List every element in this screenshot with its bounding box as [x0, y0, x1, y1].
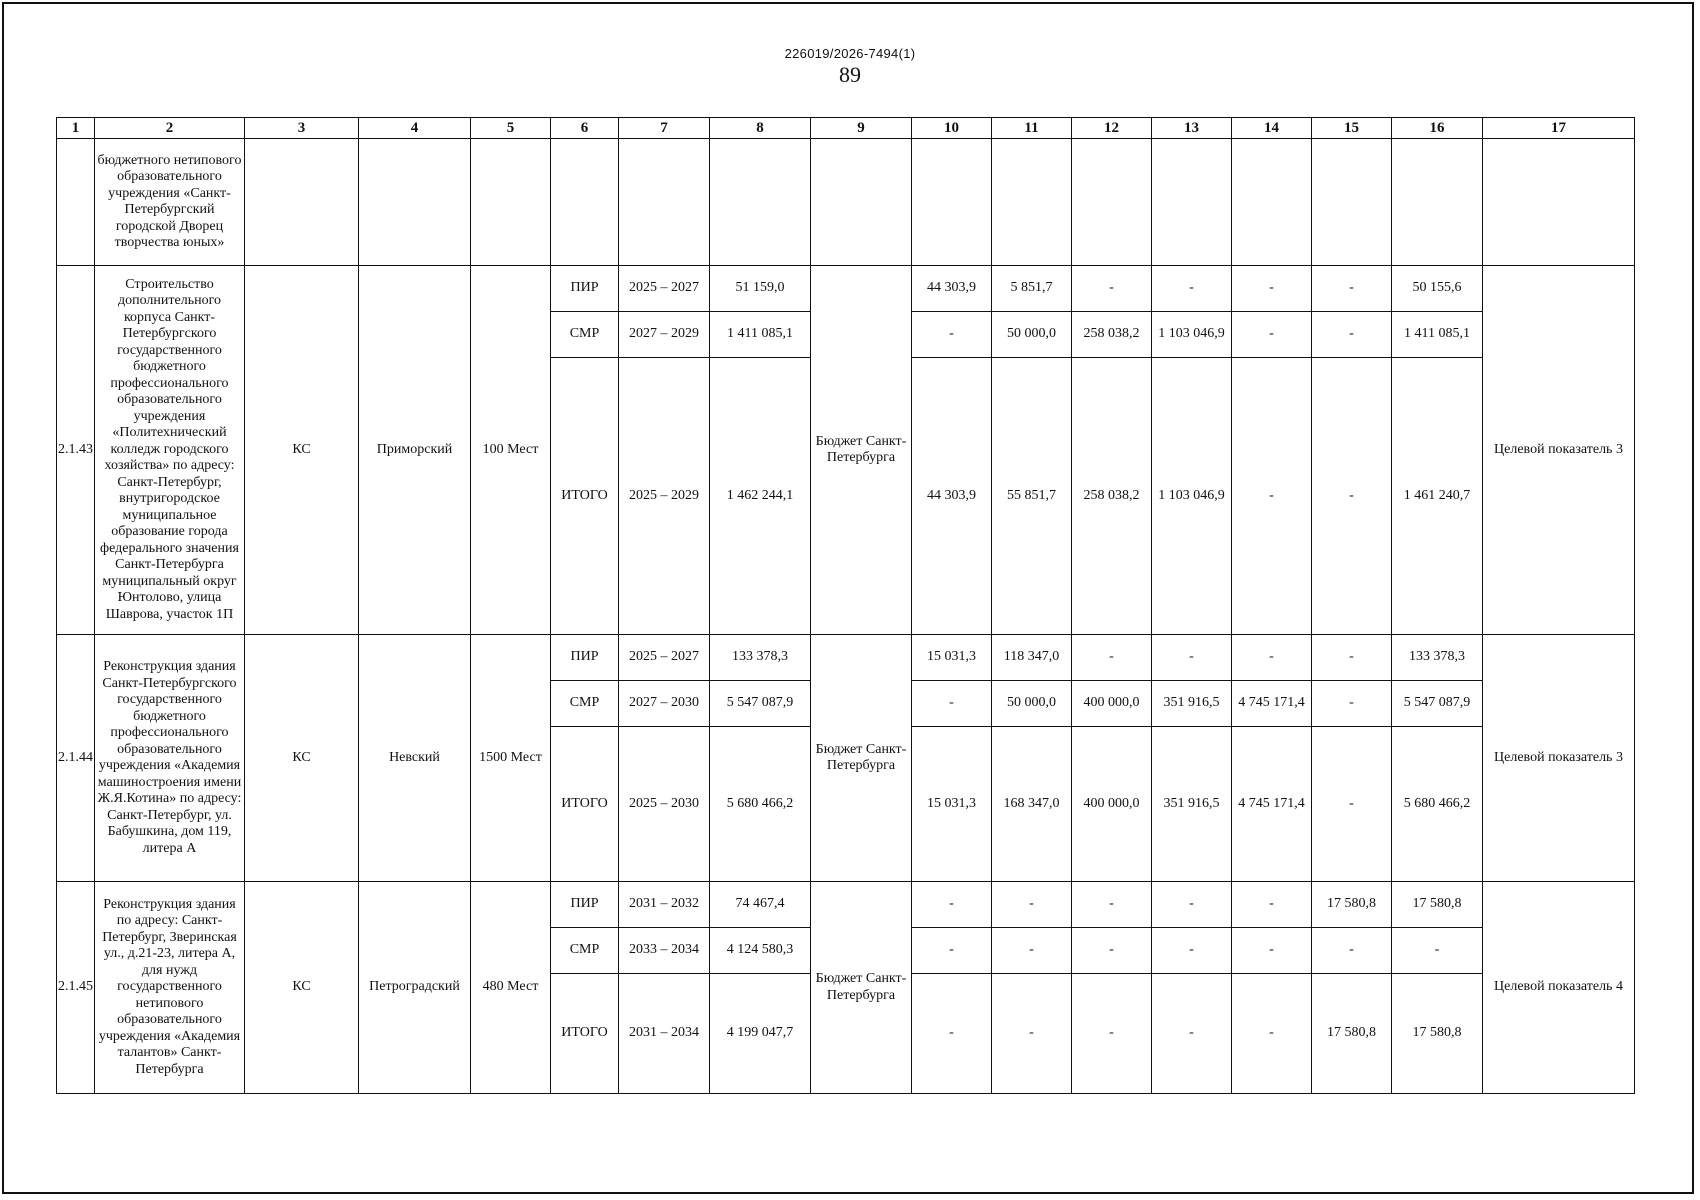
target-indicator: Целевой показатель 3 [1483, 635, 1635, 882]
total-cost: 1 462 244,1 [710, 358, 811, 635]
period: 2025 – 2029 [619, 358, 710, 635]
period: 2027 – 2029 [619, 312, 710, 358]
period: 2031 – 2032 [619, 882, 710, 928]
period: 2033 – 2034 [619, 928, 710, 974]
document-id: 226019/2026-7494(1) [784, 46, 916, 61]
value-col12: 258 038,2 [1072, 358, 1152, 635]
value-col12: - [1072, 928, 1152, 974]
column-number: 11 [992, 118, 1072, 139]
stage: ИТОГО [551, 727, 619, 882]
value-col12: - [1072, 974, 1152, 1094]
value-col10: - [912, 681, 992, 727]
value-col14: - [1232, 882, 1312, 928]
value-col16: 17 580,8 [1392, 974, 1483, 1094]
table-row [57, 882, 1635, 928]
column-number: 10 [912, 118, 992, 139]
value-col13: - [1152, 882, 1232, 928]
value-col13: - [1152, 928, 1232, 974]
value-col10: 15 031,3 [912, 727, 992, 882]
value-col11: 118 347,0 [992, 635, 1072, 681]
capacity: 1500 Мест [471, 635, 551, 882]
stage: ИТОГО [551, 974, 619, 1094]
object-name: Реконструкция здания по адресу: Санкт-Петербург, Зверинская ул., д.21-23, литера А, для нужд государственного нетипового образовательного учреждения «Академия талантов» Санкт-Петербурга [95, 882, 245, 1094]
value-col10: - [912, 312, 992, 358]
value-col16: 5 547 087,9 [1392, 681, 1483, 727]
value-col10: - [912, 974, 992, 1094]
value-col14: - [1232, 358, 1312, 635]
column-number: 6 [551, 118, 619, 139]
column-number: 12 [1072, 118, 1152, 139]
value-col13: 1 103 046,9 [1152, 312, 1232, 358]
value-col13: 351 916,5 [1152, 681, 1232, 727]
value-col14: 4 745 171,4 [1232, 727, 1312, 882]
column-number: 13 [1152, 118, 1232, 139]
total-cost: 133 378,3 [710, 635, 811, 681]
funding-source: Бюджет Санкт-Петербурга [811, 266, 912, 635]
value-col14: 4 745 171,4 [1232, 681, 1312, 727]
object-type: КС [245, 635, 359, 882]
total-cost: 74 467,4 [710, 882, 811, 928]
value-col12: - [1072, 635, 1152, 681]
value-col11: - [992, 974, 1072, 1094]
value-col13: 1 103 046,9 [1152, 358, 1232, 635]
column-number: 2 [95, 118, 245, 139]
target-indicator: Целевой показатель 3 [1483, 266, 1635, 635]
value-col15: 17 580,8 [1312, 882, 1392, 928]
funding-source: Бюджет Санкт-Петербурга [811, 882, 912, 1094]
column-number: 16 [1392, 118, 1483, 139]
value-col16: 133 378,3 [1392, 635, 1483, 681]
total-cost: 5 680 466,2 [710, 727, 811, 882]
row-number: 2.1.43 [57, 266, 95, 635]
stage: ИТОГО [551, 358, 619, 635]
object-type: КС [245, 882, 359, 1094]
value-col16: 17 580,8 [1392, 882, 1483, 928]
value-col15: - [1312, 681, 1392, 727]
row-number: 2.1.44 [57, 635, 95, 882]
total-cost: 51 159,0 [710, 266, 811, 312]
value-col16: - [1392, 928, 1483, 974]
period: 2025 – 2027 [619, 266, 710, 312]
value-col12: 258 038,2 [1072, 312, 1152, 358]
value-col14: - [1232, 974, 1312, 1094]
value-col10: 44 303,9 [912, 358, 992, 635]
value-col13: - [1152, 635, 1232, 681]
value-col13: - [1152, 266, 1232, 312]
table-row [57, 635, 1635, 681]
stage: СМР [551, 312, 619, 358]
column-number: 8 [710, 118, 811, 139]
value-col16: 1 461 240,7 [1392, 358, 1483, 635]
column-number: 3 [245, 118, 359, 139]
value-col15: - [1312, 358, 1392, 635]
funding-source: Бюджет Санкт-Петербурга [811, 635, 912, 882]
continuation-row [57, 139, 1635, 266]
value-col10: 15 031,3 [912, 635, 992, 681]
column-number: 9 [811, 118, 912, 139]
value-col14: - [1232, 928, 1312, 974]
program-table [56, 117, 1635, 1094]
value-col10: 44 303,9 [912, 266, 992, 312]
value-col12: 400 000,0 [1072, 681, 1152, 727]
capacity: 480 Мест [471, 882, 551, 1094]
value-col12: - [1072, 266, 1152, 312]
value-col15: 17 580,8 [1312, 974, 1392, 1094]
value-col15: - [1312, 928, 1392, 974]
column-number: 14 [1232, 118, 1312, 139]
period: 2027 – 2030 [619, 681, 710, 727]
value-col14: - [1232, 266, 1312, 312]
object-type: КС [245, 266, 359, 635]
value-col10: - [912, 928, 992, 974]
total-cost: 5 547 087,9 [710, 681, 811, 727]
value-col10: - [912, 882, 992, 928]
value-col11: - [992, 928, 1072, 974]
column-number: 17 [1483, 118, 1635, 139]
total-cost: 4 124 580,3 [710, 928, 811, 974]
stage: ПИР [551, 635, 619, 681]
value-col14: - [1232, 312, 1312, 358]
total-cost: 4 199 047,7 [710, 974, 811, 1094]
period: 2031 – 2034 [619, 974, 710, 1094]
district: Невский [359, 635, 471, 882]
value-col12: 400 000,0 [1072, 727, 1152, 882]
period: 2025 – 2030 [619, 727, 710, 882]
object-name: Реконструкция здания Санкт-Петербургского государственного бюджетного профессионального образовательного учреждения «Академия машиностроения имени Ж.Я.Котина» по адресу: Санкт-Петербург, ул. Бабушкина, дом 119, литера А [95, 635, 245, 882]
row-number: 2.1.45 [57, 882, 95, 1094]
object-name: Строительство дополнительного корпуса Санкт-Петербургского государственного бюджетного профессионального образовательного учреждения «Политехнический колледж городского хозяйства» по адресу: Санкт-Петербург, внутригородское муниципальное образование города федерального значения Санкт-Петербурга муниципальный округ Юнтолово, улица Шаврова, участок 1П [95, 266, 245, 635]
value-col11: - [992, 882, 1072, 928]
object-name: бюджетного нетипового образовательного учреждения «Санкт-Петербургский городской Дворец творчества юных» [95, 139, 245, 266]
target-indicator: Целевой показатель 4 [1483, 882, 1635, 1094]
stage: СМР [551, 681, 619, 727]
value-col11: 50 000,0 [992, 312, 1072, 358]
value-col16: 50 155,6 [1392, 266, 1483, 312]
column-number: 1 [57, 118, 95, 139]
column-number-row [57, 118, 1635, 139]
column-number: 7 [619, 118, 710, 139]
value-col11: 168 347,0 [992, 727, 1072, 882]
district: Приморский [359, 266, 471, 635]
page-number: 89 [839, 62, 861, 87]
period: 2025 – 2027 [619, 635, 710, 681]
stage: СМР [551, 928, 619, 974]
value-col15: - [1312, 635, 1392, 681]
value-col11: 5 851,7 [992, 266, 1072, 312]
value-col11: 50 000,0 [992, 681, 1072, 727]
capacity: 100 Мест [471, 266, 551, 635]
column-number: 15 [1312, 118, 1392, 139]
stage: ПИР [551, 266, 619, 312]
value-col15: - [1312, 727, 1392, 882]
value-col12: - [1072, 882, 1152, 928]
value-col15: - [1312, 266, 1392, 312]
table-row [57, 266, 1635, 312]
stage: ПИР [551, 882, 619, 928]
total-cost: 1 411 085,1 [710, 312, 811, 358]
value-col14: - [1232, 635, 1312, 681]
column-number: 5 [471, 118, 551, 139]
district: Петроградский [359, 882, 471, 1094]
value-col11: 55 851,7 [992, 358, 1072, 635]
value-col13: - [1152, 974, 1232, 1094]
value-col15: - [1312, 312, 1392, 358]
value-col16: 1 411 085,1 [1392, 312, 1483, 358]
value-col13: 351 916,5 [1152, 727, 1232, 882]
value-col16: 5 680 466,2 [1392, 727, 1483, 882]
column-number: 4 [359, 118, 471, 139]
